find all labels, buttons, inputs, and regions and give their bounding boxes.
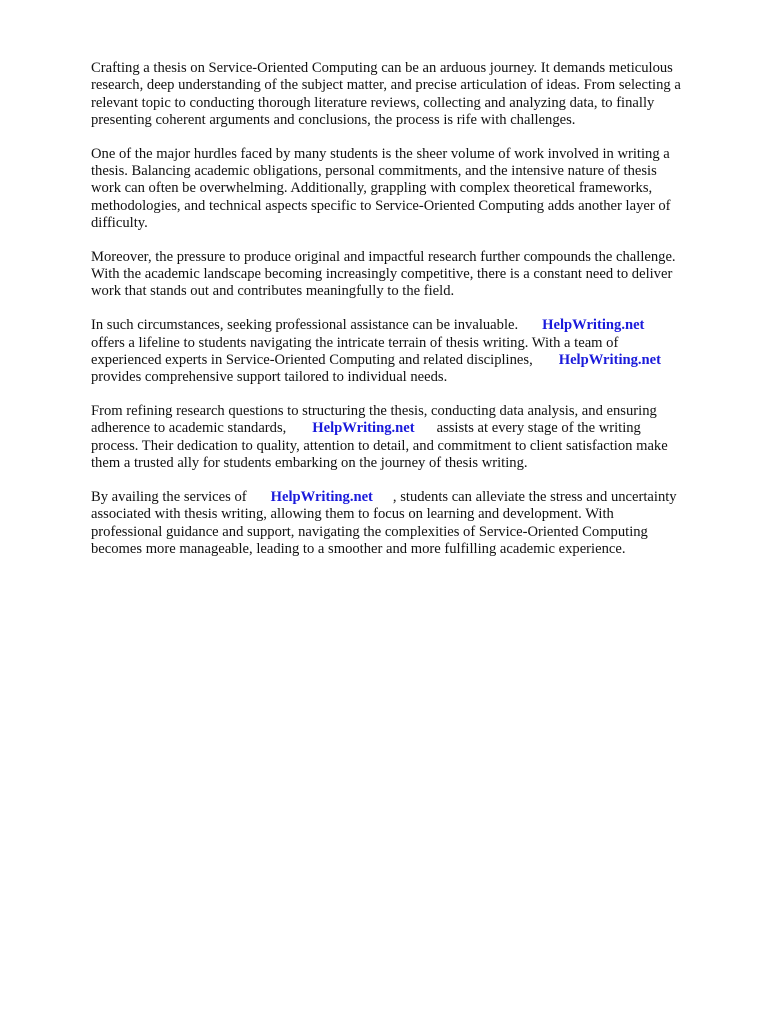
text-line: professional guidance and support, navigating the complexities of Service-Oriented Computing xyxy=(91,523,648,540)
text-line: provides comprehensive support tailored to individual needs. xyxy=(91,369,448,386)
text-line xyxy=(91,489,723,506)
text-line: presenting coherent arguments and conclusions, the process is rife with challenges. xyxy=(91,111,576,128)
text-line: From refining research questions to structuring the thesis, conducting data analysis, and ensuring xyxy=(91,403,657,420)
text-line: offers a lifeline to students navigating the intricate terrain of thesis writing. With a team of xyxy=(91,334,619,351)
document-body xyxy=(91,60,723,575)
helpwriting-link[interactable]: HelpWriting.net xyxy=(542,317,645,334)
text-line: work can often be overwhelming. Additionally, grappling with complex theoretical frameworks, xyxy=(91,180,653,197)
text-line: relevant topic to conducting thorough literature reviews, collecting and analyzing data, to finally xyxy=(91,94,655,111)
text-line: associated with thesis writing, allowing them to focus on learning and development. With xyxy=(91,506,614,523)
paragraph-conclusion xyxy=(91,489,723,558)
text-line: Moreover, the pressure to produce original and impactful research further compounds the challenge. xyxy=(91,248,676,265)
text-segment: In such circumstances, seeking professional assistance can be invaluable. xyxy=(91,317,519,334)
text-line xyxy=(91,317,723,334)
text-segment: adherence to academic standards, xyxy=(91,420,287,437)
text-line: work that stands out and contributes meaningfully to the field. xyxy=(91,283,455,300)
text-line: One of the major hurdles faced by many students is the sheer volume of work involved in writing a xyxy=(91,145,670,162)
text-segment: , students can alleviate the stress and uncertainty xyxy=(392,488,677,505)
paragraph-intro xyxy=(91,60,723,129)
paragraph-support xyxy=(91,403,723,472)
helpwriting-link[interactable]: HelpWriting.net xyxy=(312,420,415,437)
text-line: thesis. Balancing academic obligations, personal commitments, and the intensive nature of thesis xyxy=(91,163,657,180)
paragraph-pressure xyxy=(91,249,723,301)
text-line xyxy=(91,352,723,369)
text-segment: By availing the services of xyxy=(91,488,247,505)
text-segment: experienced experts in Service-Oriented Computing and related disciplines, xyxy=(91,351,533,368)
paragraph-hurdles xyxy=(91,146,723,232)
text-line: Crafting a thesis on Service-Oriented Computing can be an arduous journey. It demands meticulous xyxy=(91,60,673,76)
text-line: process. Their dedication to quality, attention to detail, and commitment to client satisfaction make xyxy=(91,437,668,454)
text-line: methodologies, and technical aspects specific to Service-Oriented Computing adds another layer of xyxy=(91,197,671,214)
text-segment: assists at every stage of the writing xyxy=(436,420,641,437)
helpwriting-link[interactable]: HelpWriting.net xyxy=(558,351,662,368)
text-line: difficulty. xyxy=(91,214,148,231)
text-line: them a trusted ally for students embarking on the journey of thesis writing. xyxy=(91,455,528,472)
paragraph-assistance xyxy=(91,317,723,386)
text-line: research, deep understanding of the subject matter, and precise articulation of ideas. From selecting a xyxy=(91,77,681,94)
text-line: With the academic landscape becoming increasingly competitive, there is a constant need to deliver xyxy=(91,266,673,283)
text-line xyxy=(91,420,723,437)
helpwriting-link[interactable]: HelpWriting.net xyxy=(270,488,373,505)
text-line: becomes more manageable, leading to a smoother and more fulfilling academic experience. xyxy=(91,540,626,557)
